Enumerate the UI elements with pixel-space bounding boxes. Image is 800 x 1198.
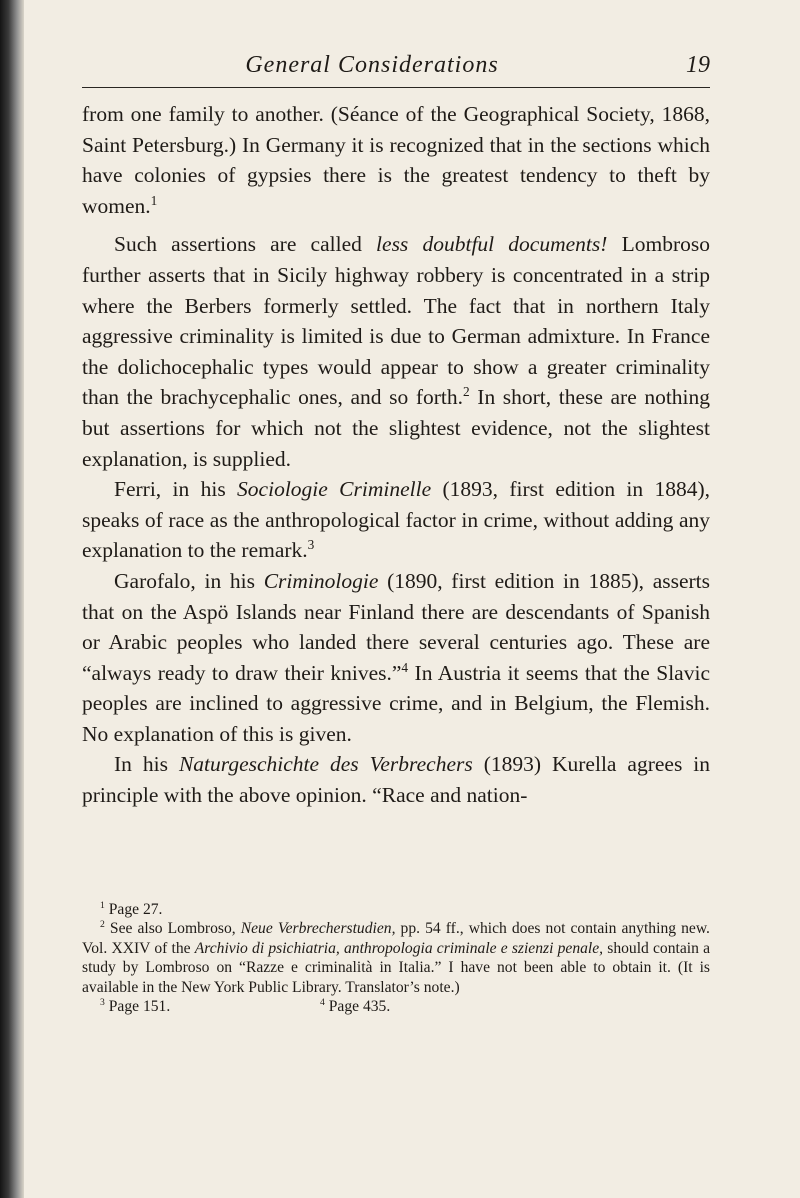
book-binding-shadow bbox=[0, 0, 24, 1198]
footnote-3-number: 3 bbox=[100, 996, 105, 1008]
paragraph-3 bbox=[82, 474, 710, 566]
header-rule bbox=[82, 87, 710, 88]
footnote-ref-3: 3 bbox=[307, 537, 315, 553]
body-text bbox=[82, 99, 710, 811]
paragraph-5-mid: (1893) Kurella agrees in principle with the above opinion. “Race and nation- bbox=[82, 752, 711, 808]
page-number: 19 bbox=[686, 52, 710, 78]
footnotes-3-4-row bbox=[82, 997, 710, 1016]
footnote-2-tail: should contain a study by Lombroso on “Razze e criminalità in Italia.” I have not been able to obtain it. (It is available in the New York Public Library. Translator’s note.) bbox=[82, 939, 711, 996]
footnote-3-text: Page 151. bbox=[108, 998, 171, 1016]
footnote-2 bbox=[82, 919, 710, 997]
paragraph-5 bbox=[82, 749, 710, 810]
footnote-2-emphasis-2: Archivio di psichiatria, anthropologia criminale e szienzi penale, bbox=[194, 939, 604, 957]
paragraph-4-mid: (1890, first edition in 1885), asserts that on the Aspö Islands near Finland there are descendants of Spanish or Arabic peoples who landed there several centuries ago. These are “always ready to draw their knives.” bbox=[82, 568, 711, 685]
paragraph-2-emphasis: less doubtful documents! bbox=[376, 232, 608, 257]
paragraph-5-emphasis: Naturgeschichte des Verbrechers bbox=[178, 752, 473, 777]
footnote-ref-2: 2 bbox=[463, 384, 470, 400]
footnote-ref-4: 4 bbox=[401, 659, 409, 675]
paragraph-4-lead: Garofalo, in his bbox=[114, 568, 255, 593]
footnote-4-text: Page 435. bbox=[328, 998, 391, 1016]
footnote-3 bbox=[100, 997, 320, 1016]
paragraph-3-mid: (1893, first edition in 1884), speaks of race as the anthropological factor in crime, without adding any explanation to the remark. bbox=[82, 477, 711, 563]
paragraph-1 bbox=[82, 99, 710, 221]
paragraph-2-mid: Lombroso further asserts that in Sicily highway robbery is concentrated in a strip where the Berbers formerly settled. The fact that in northern Italy aggressive criminality is limited is due to German admixture. In France the dolichocephalic types would appear to show a greater criminality than the brachycephalic ones, and so forth. bbox=[82, 232, 710, 410]
paragraph-1-text: from one family to another. (Séance of the Geographical Society, 1868, Saint Petersburg.) In Germany it is recognized that in the sections which have colonies of gypsies there is the greatest tendency to theft by women. bbox=[82, 102, 710, 218]
footnotes bbox=[82, 900, 710, 1016]
footnote-ref-1: 1 bbox=[150, 192, 158, 208]
footnote-2-mid: pp. 54 ff., which does not contain anything new. Vol. XXIV of the bbox=[82, 920, 710, 957]
paragraph-5-lead: In his bbox=[114, 752, 168, 777]
running-title: General Considerations bbox=[245, 52, 499, 78]
paragraph-3-lead: Ferri, in his bbox=[114, 477, 226, 502]
footnote-4-number: 4 bbox=[320, 996, 325, 1008]
footnote-4 bbox=[320, 997, 390, 1016]
footnote-1-text: Page 27. bbox=[108, 901, 163, 918]
footnote-1 bbox=[82, 900, 710, 919]
paragraph-2 bbox=[82, 229, 710, 474]
paragraph-4-emphasis: Criminologie bbox=[263, 568, 379, 593]
footnote-2-lead: See also Lombroso, bbox=[109, 920, 236, 938]
footnote-2-number: 2 bbox=[100, 919, 105, 931]
footnote-1-number: 1 bbox=[100, 899, 105, 911]
paragraph-2-tail: In short, these are nothing but assertions for which not the slightest evidence, not the slightest explanation, is supplied. bbox=[82, 385, 711, 471]
paragraph-3-emphasis: Sociologie Criminelle bbox=[237, 477, 432, 502]
paragraph-2-lead: Such assertions are called bbox=[114, 232, 362, 257]
paragraph-4-tail: In Austria it seems that the Slavic peoples are inclined to aggressive crime, and in Belgium, the Flemish. No explanation of this is given. bbox=[82, 660, 710, 746]
running-head bbox=[82, 52, 710, 86]
paragraph-4 bbox=[82, 566, 710, 750]
footnote-2-emphasis-1: Neue Verbrecherstudien, bbox=[240, 920, 396, 938]
